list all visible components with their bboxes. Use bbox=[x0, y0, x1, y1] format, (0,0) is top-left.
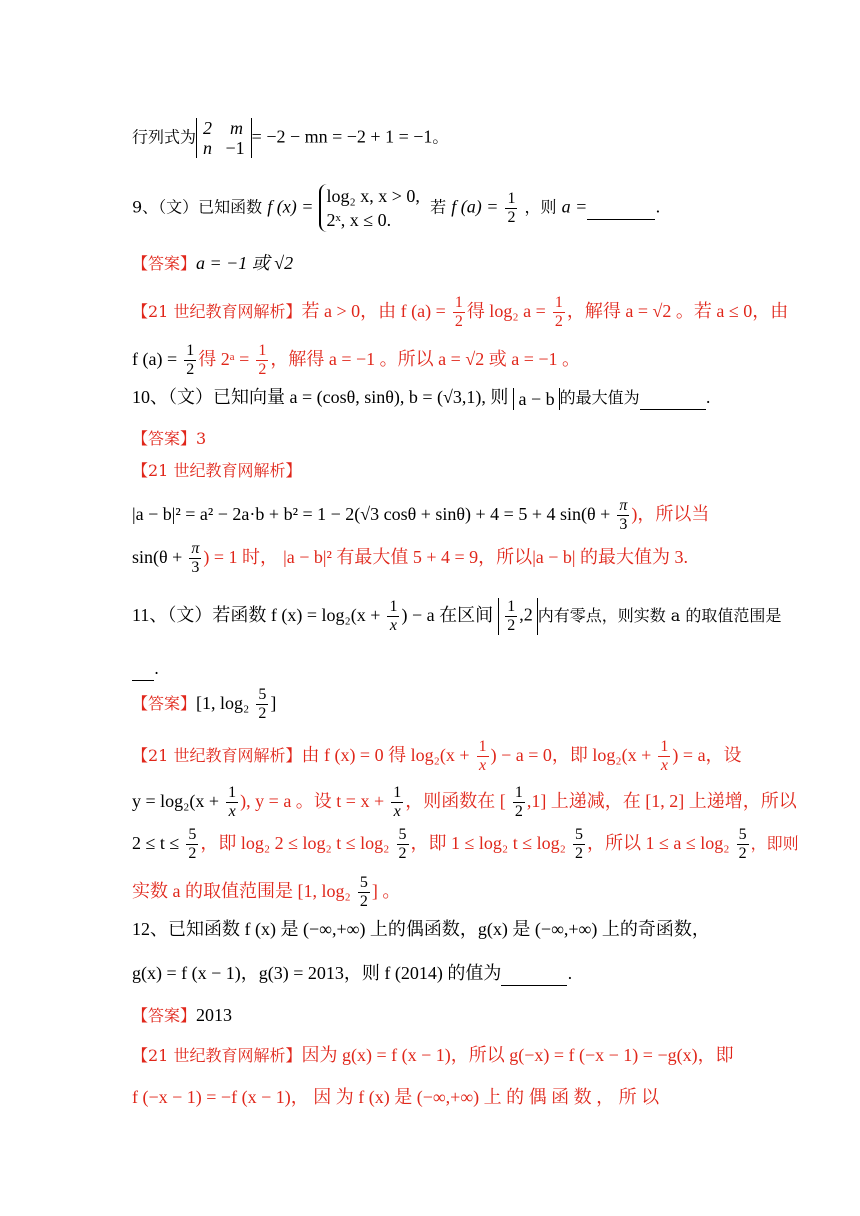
q8-prefix: 行列式为 bbox=[132, 127, 197, 147]
answer-tag: 【答案】 bbox=[132, 254, 197, 273]
answer-blank bbox=[132, 658, 154, 681]
q11-solution-line3: 2 ≤ t ≤ $\frac{5}{2}$ ，即 log₂ 2 ≤ log₂ t ≤ log₂ $\frac{5}{2}$ ，即 1 ≤ log₂ t ≤ log₂ $\frac{5}{2}$ ，所以 1 ≤ a ≤ log₂ $\frac{5}{2}$ ，即则 bbox=[132, 826, 799, 862]
q8-determinant-line: 行列式为 2 m n −1 = −2 − mn = −2 + 1 = −1。 bbox=[132, 118, 449, 158]
q12-answer: 【答案】2013 bbox=[132, 1005, 233, 1025]
q12-question-line1: 12、已知函数 f (x) 是 (−∞,+∞) 上的偶函数，g(x) 是 (−∞,+∞) 上的奇函数， bbox=[132, 919, 710, 939]
interval: $\frac{1}{2}$ ,2 bbox=[498, 598, 538, 635]
q9-number: 9、（文）已知函数 bbox=[132, 197, 263, 217]
fraction: $\frac{1}{2}$ bbox=[507, 189, 516, 226]
answer-blank bbox=[587, 197, 655, 220]
q10-answer: 【答案】3 bbox=[132, 429, 207, 448]
q12-solution-line1: 【21 世纪教育网解析】因为 g(x) = f (x − 1)，所以 g(−x) = f (−x − 1) = −g(x)，即 bbox=[132, 1045, 734, 1065]
q12-solution-line2: f (−x − 1) = −f (x − 1)， 因 为 f (x) 是 (−∞,+∞) 上 的 偶 函 数 ， 所 以 bbox=[132, 1087, 660, 1107]
q10-solution-line1: |a − b|² = a² − 2a·b + b² = 1 − 2(√3 cosθ + sinθ) + 4 = 5 + 4 sin(θ + $\frac{\pi}{3}$ )，所以当 bbox=[132, 497, 710, 533]
q10-solution-line2: sin(θ + $\frac{\pi}{3}$ ) = 1 时， |a − b|² 有最大值 5 + 4 = 9，所以|a − b| 的最大值为 3. bbox=[132, 540, 689, 576]
piecewise-brace: log₂ x, x > 0, 2ˣ, x ≤ 0. bbox=[319, 184, 420, 232]
q11-question: 11、（文）若函数 f (x) = log₂(x + $\frac{1}{x}$ ) − a 在区间 $\frac{1}{2}$ ,2 内有零点，则实数 a 的取值范围是 bbox=[132, 598, 782, 634]
solution-tag: 【21 世纪教育网解析】 bbox=[132, 302, 302, 321]
q12-question-line2: g(x) = f (x − 1)，g(3) = 2013，则 f (2014) 的值为 . bbox=[132, 962, 573, 986]
q11-blank-line: . bbox=[132, 658, 159, 681]
q9-answer bbox=[132, 252, 293, 275]
q8-result: = −2 − mn = −2 + 1 = −1 bbox=[251, 126, 433, 147]
answer-blank bbox=[640, 387, 706, 410]
abs-value: a − b bbox=[513, 388, 559, 410]
determinant: 2 m n −1 bbox=[196, 118, 252, 158]
q9-question: 9、（文）已知函数 f (x) = log₂ x, x > 0, 2ˣ, x ≤ 0. 若 f (a) = $\frac{1}{2}$ ，则 a = . bbox=[132, 186, 661, 230]
answer-text: a = −1 或 √2 bbox=[196, 253, 294, 273]
q11-solution-line4: 实数 a 的取值范围是 [1, log₂ $\frac{5}{2}$ ] 。 bbox=[132, 874, 401, 910]
answer-blank bbox=[501, 963, 567, 986]
q11-answer: 【答案】[1, log₂ $\frac{5}{2}$ ] bbox=[132, 686, 277, 722]
q11-solution-line1: 【21 世纪教育网解析】由 f (x) = 0 得 log₂(x + $\frac{1}{x}$ ) − a = 0，即 log₂(x + $\frac{1}{x}$ ) = a，设 bbox=[132, 738, 742, 774]
q10-solution-tag: 【21 世纪教育网解析】 bbox=[132, 461, 302, 480]
q11-solution-line2: y = log₂(x + $\frac{1}{x}$ ), y = a 。设 t = x + $\frac{1}{x}$ ，则函数在 [ $\frac{1}{2}$ ,1] 上递减，在 [1, 2] 上递增，所以 bbox=[132, 784, 797, 820]
q9-solution-line1: 【21 世纪教育网解析】若 a > 0，由 f (a) = $\frac{1}{2}$ 得 log₂ a = $\frac{1}{2}$ ，解得 a = √2 。若 a ≤ 0，由 bbox=[132, 294, 789, 330]
q10-question: 10、（文）已知向量 a = (cosθ, sinθ), b = (√3,1), 则 a − b 的最大值为 . bbox=[132, 387, 711, 409]
q9-solution-line2: f (a) = $\frac{1}{2}$ 得 2ᵃ = $\frac{1}{2}$ ，解得 a = −1 。所以 a = √2 或 a = −1 。 bbox=[132, 342, 580, 378]
